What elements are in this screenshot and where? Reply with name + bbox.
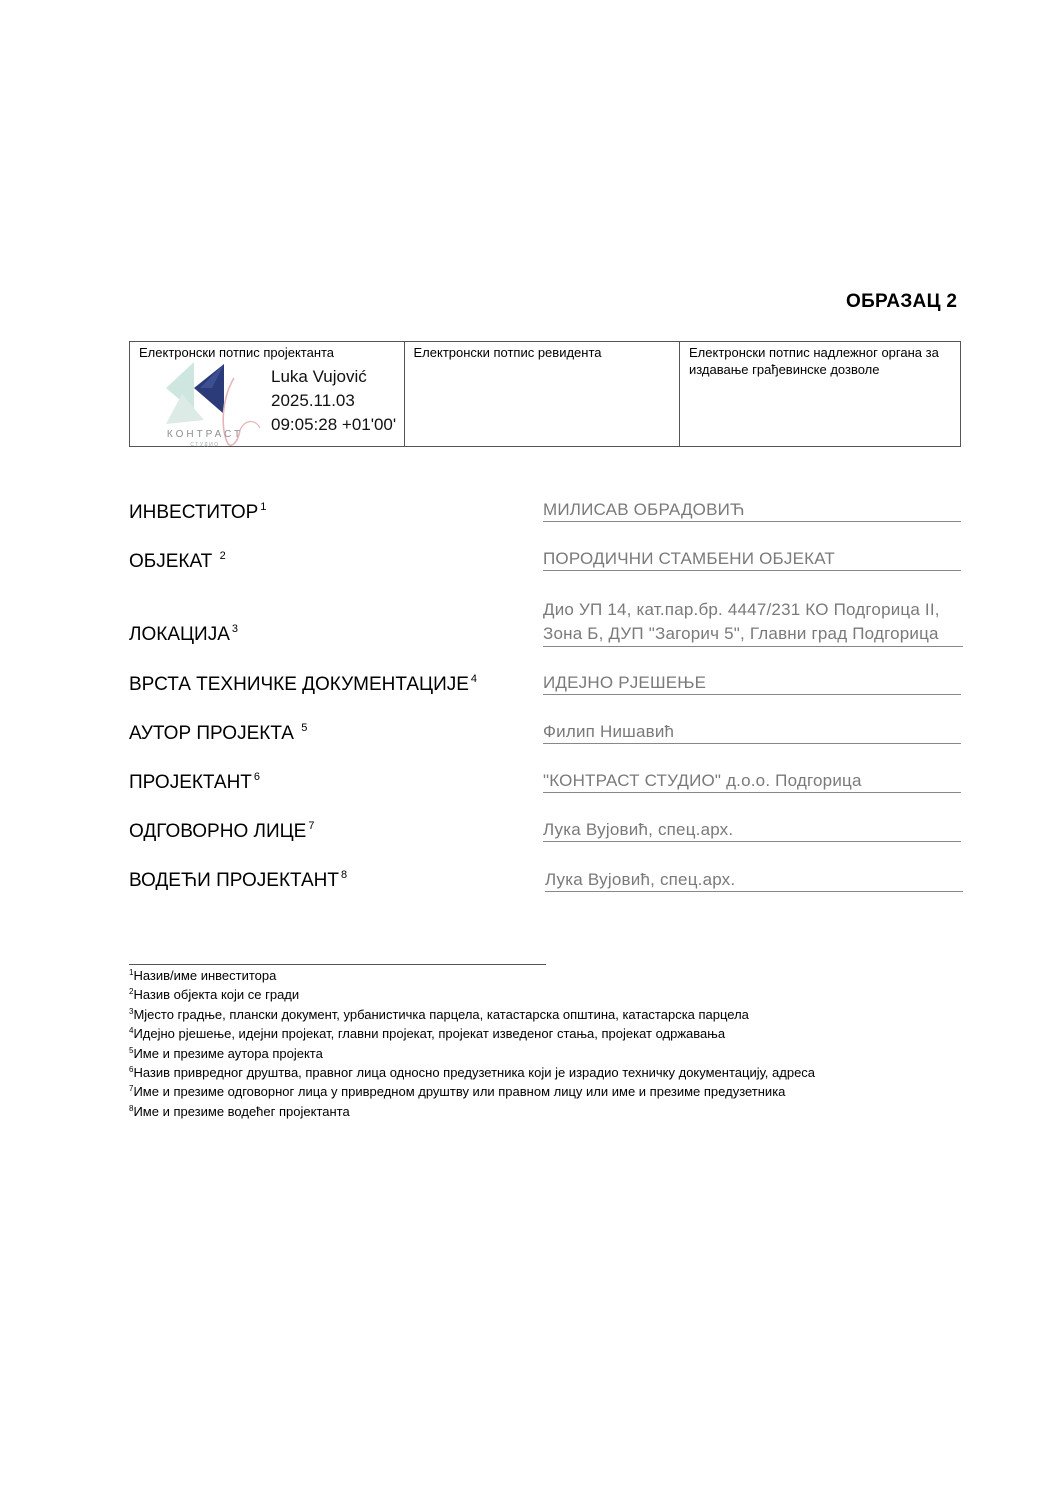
field-value: Филип Нишавић	[543, 721, 961, 744]
field-label: ОБЈЕКАТ $^2$	[129, 550, 226, 572]
reviewer-signature-cell	[405, 342, 681, 446]
signature-date: 2025.11.03	[271, 391, 355, 410]
field-value: Лука Вујовић, спец.арх.	[543, 819, 961, 842]
field-row-object	[129, 547, 963, 573]
field-label: ОДГОВОРНО ЛИЦЕ $^7$	[129, 820, 315, 842]
footnote: $^8$Име и презиме водећег пројектанта	[129, 1103, 350, 1119]
field-label: ВОДЕЋИ ПРОЈЕКТАНТ $^8$	[129, 869, 348, 891]
authority-signature-cell	[680, 342, 960, 446]
field-label: ПРОЈЕКТАНТ $^6$	[129, 771, 261, 793]
footnote: $^6$Назив привредног друштва, правног лица односно предузетника који је израдио техничку документацију, адреса	[129, 1065, 816, 1081]
reviewer-signature-label: Електронски потпис ревидента	[413, 345, 602, 360]
signer-name: Luka Vujović	[271, 367, 367, 386]
authority-signature-label: Електронски потпис надлежног органа за издавање грађевинске дозволе	[689, 345, 939, 377]
field-value: Лука Вујовић, спец.арх.	[545, 869, 963, 892]
field-label: ИНВЕСТИТОР $^1$	[129, 501, 267, 523]
location-line-1: Дио УП 14, кат.пар.бр. 4447/231 КО Подгорица II,	[543, 600, 940, 619]
field-value: МИЛИСАВ ОБРАДОВИЋ	[543, 499, 961, 522]
field-label: АУТОР ПРОЈЕКТА $^5$	[129, 722, 308, 744]
field-row-lead-designer	[129, 866, 963, 892]
footnote: $^5$Име и презиме аутора пројекта	[129, 1045, 323, 1061]
footnote: $^7$Име и презиме одговорног лица у привредном друштву или правном лицу или име и презиме предузетника	[129, 1084, 786, 1100]
field-row-responsible-person	[129, 817, 963, 843]
field-row-author	[129, 719, 963, 745]
field-value: ПОРОДИЧНИ СТАМБЕНИ ОБЈЕКАТ	[543, 548, 961, 571]
field-label: ВРСТА ТЕХНИЧКЕ ДОКУМЕНТАЦИЈЕ $^4$	[129, 673, 478, 695]
designer-signature-cell	[130, 342, 405, 446]
field-value: "КОНТРАСТ СТУДИО" д.о.о. Подгорица	[543, 770, 961, 793]
field-value: ИДЕЈНО РЈЕШЕЊЕ	[543, 672, 961, 695]
field-row-designer	[129, 768, 963, 794]
signature-table	[129, 341, 961, 447]
footnote: $^2$Назив објекта који се гради	[129, 987, 300, 1003]
footnote: $^4$Идејно рјешење, идејни пројекат, главни пројекат, пројекат изведеног стања, пројекат одржавања	[129, 1026, 726, 1042]
footnote: $^3$Мјесто градње, плански документ, урбанистичка парцела, катастарска општина, катастарска парцела	[129, 1006, 749, 1022]
field-label: ЛОКАЦИЈА $^3$	[129, 623, 238, 645]
digital-signature-stamp	[271, 365, 396, 437]
signature-time: 09:05:28 +01'00'	[271, 415, 397, 434]
footnotes	[129, 965, 815, 1120]
footnote: $^1$Назив/име инвеститора	[129, 968, 277, 983]
designer-signature-label: Електронски потпис пројектанта	[139, 345, 335, 360]
studio-logo-subtext: СТУДИО	[190, 442, 220, 448]
location-line-2: Зона Б, ДУП "Загорич 5", Главни град Подгорица	[543, 624, 939, 643]
field-value	[543, 598, 963, 647]
field-row-investor	[129, 498, 963, 524]
field-row-location	[129, 600, 963, 648]
form-title: ОБРАЗАЦ 2	[846, 291, 958, 312]
field-row-doc-type	[129, 670, 963, 696]
studio-logo-text: КОНТРАСТ	[166, 429, 244, 440]
